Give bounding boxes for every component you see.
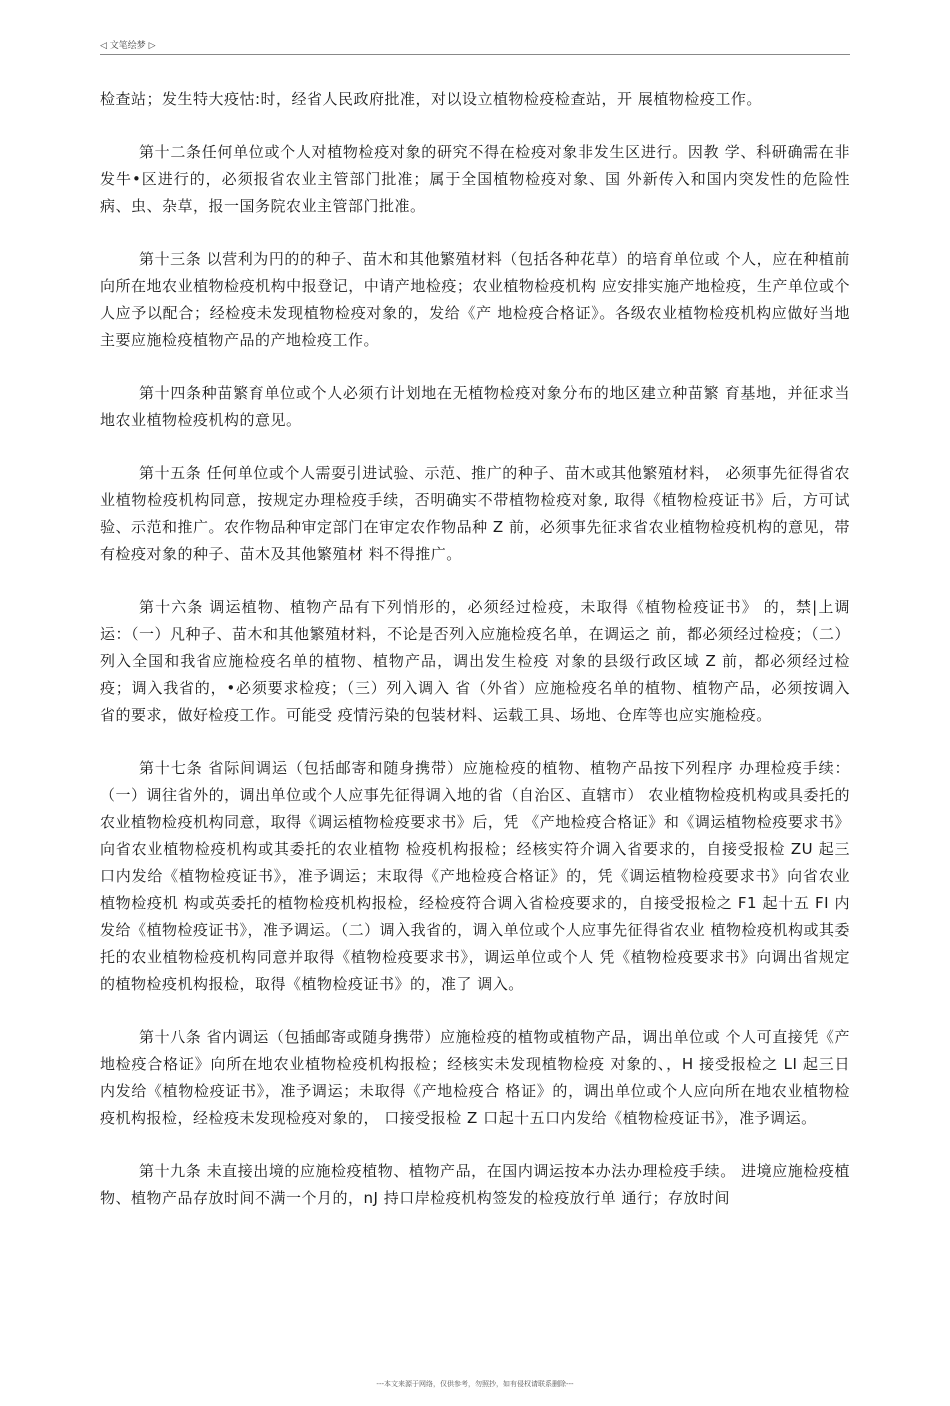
paragraph-article-19: 第十九条 未直接出境的应施检疫植物、植物产品，在国内调运按本办法办理检疫手续。 进境应施检疫植物、植物产品存放时间不满一个月的，nJ 持口岸检疫机构签发的检疫放行单 通行；存放时间 (100, 1162, 850, 1207)
paragraph-article-16: 第十六条 调运植物、植物产品有下列悄形的，必须经过检疫，未取得《植物检疫证书》 的，禁|上调运：（一）凡种子、苗木和其他繁殖材料，不论是否列入应施检疫名单，在调运之 前，都必须经过检疫；（二）列入全国和我省应施检疫名单的植物、植物产品，调出发生检疫 对象的县级行政区域 Z 前，都必须经过检疫；调入我省的，•必须要求检疫；（三）列入调入 省（外省）应施检疫名单的植物、植物产品，必须按调入省的要求，做好检疫工作。可能受 疫情污染的包装材料、运载工具、场地、仓库等也应实施检疫。 (100, 598, 850, 724)
paragraph-article-13: 第十三条 以营利为円的的种子、苗木和其他繁殖材料（包括各种花草）的培育单位或 个人，应在种植前向所在地农业植物检疫机构中报登记，中请产地检疫；农业植物检疫机构 应安排实施产地检疫，生产单位或个人应予以配合；经检疫未发现植物检疫对象的，发给《产 地检疫合格证》。各级农业植物检疫机构应做好当地主要应施检疫植物产品的产地检疫工作。 (100, 250, 850, 349)
page-footer: ---本文来源于网络，仅供参考，勿照抄，如有侵权请联系删除--- (376, 1380, 574, 1388)
paragraph-continuation: 检查站；发生特大疫怙:时，经省人民政府批准，对以设立植物检疫检查站，开 展植物检疫工作。 (100, 90, 762, 108)
paragraph-article-12: 第十二条任何单位或个人对植物检疫对象的研究不得在检疫对象非发生区进行。因教 学、科研确需在非发牛•区进行的，必须报省农业主管部门批准；属于全国植物检疫对象、国 外新传入和国内突发性的危险性病、虫、杂草，报一国务院农业主管部门批准。 (100, 143, 850, 215)
paragraph-article-14: 第十四条种苗繁育单位或个人必须冇计划地在无植物检疫对象分布的地区建立种苗繁 育基地，并征求当地农业植物检疫机构的意见。 (100, 384, 850, 429)
paragraph-article-17: 第十七条 省际间调运（包括邮寄和随身携带）应施检疫的植物、植物产品按下列程序 办理检疫手续：（一）调往省外的，调出单位或个人应事先征得调入地的省（自治区、直辖市） 农业植物检疫机构或具委托的农业植物检疫机构同意，取得《调运植物检疫要求书》后，凭 《产地检疫合格证》和《调运植物检疫要求书》向省农业植物检疫机构或其委托的农业植物 检疫机构报检；经核实符介调入省要求的，自接受报检 ZU 起三口内发给《植物检疫证书》，准予调运；末取得《产地检疫合格证》的，凭《调运植物检疫要求书》向省农业植物检疫机 构或英委托的植物检疫机构报检，经检疫符合调入省检疫要求的，自接受报检之 F1 起十五 FI 内发给《植物检疫证书》，准予调运。（二）调入我省的，调入单位或个人应事先征得省农业 植物检疫机构或其委托的农业植物检疫机构同意并取得《植物检疫要求书》，调运单位或个人 凭《植物检疫要求书》向调出省规定的植物检疫机构报检，取得《植物检疫证书》的，准了 调入。 (100, 759, 850, 993)
paragraph-article-15: 第十五条 任何单位或个人需耍引进试验、示范、推广的种子、苗木或其他繁殖材料， 必须事先征得省农业植物检疫机构同意，按规定办理检疫手续，否明确实不带植物检疫对象, 取得《植物检疫证书》后，方可试验、示范和推广。农作物品种审定部门在审定农作物品种 Z 前，必须事先征求省农业植物检疫机构的意见，帯有检疫对象的种子、苗木及其他繁殖材 料不得推广。 (100, 464, 850, 563)
page-header: ◁ 文笔绘梦 ▷ (100, 41, 156, 51)
document-body (100, 86, 850, 1238)
header-divider (100, 54, 850, 55)
paragraph-article-18: 第十八条 省内调运（包插邮寄或随身携带）应施检疫的植物或植物产品，调出单位或 个人可直接凭《产地检疫合格证》向所在地农业植物检疫机构报检；经核实未发现植物检疫 对象的、，H 接受报检之 LI 起三日内发给《植物检疫证书》，准予调运；未取得《产地检疫合 格证》的，调出单位或个人应向所在地农业植物检疫机构报检，经检疫未发现检疫对象的， 口接受报检 Z 口起十五口内发给《植物检疫证书》，准予调运。 (100, 1028, 850, 1127)
